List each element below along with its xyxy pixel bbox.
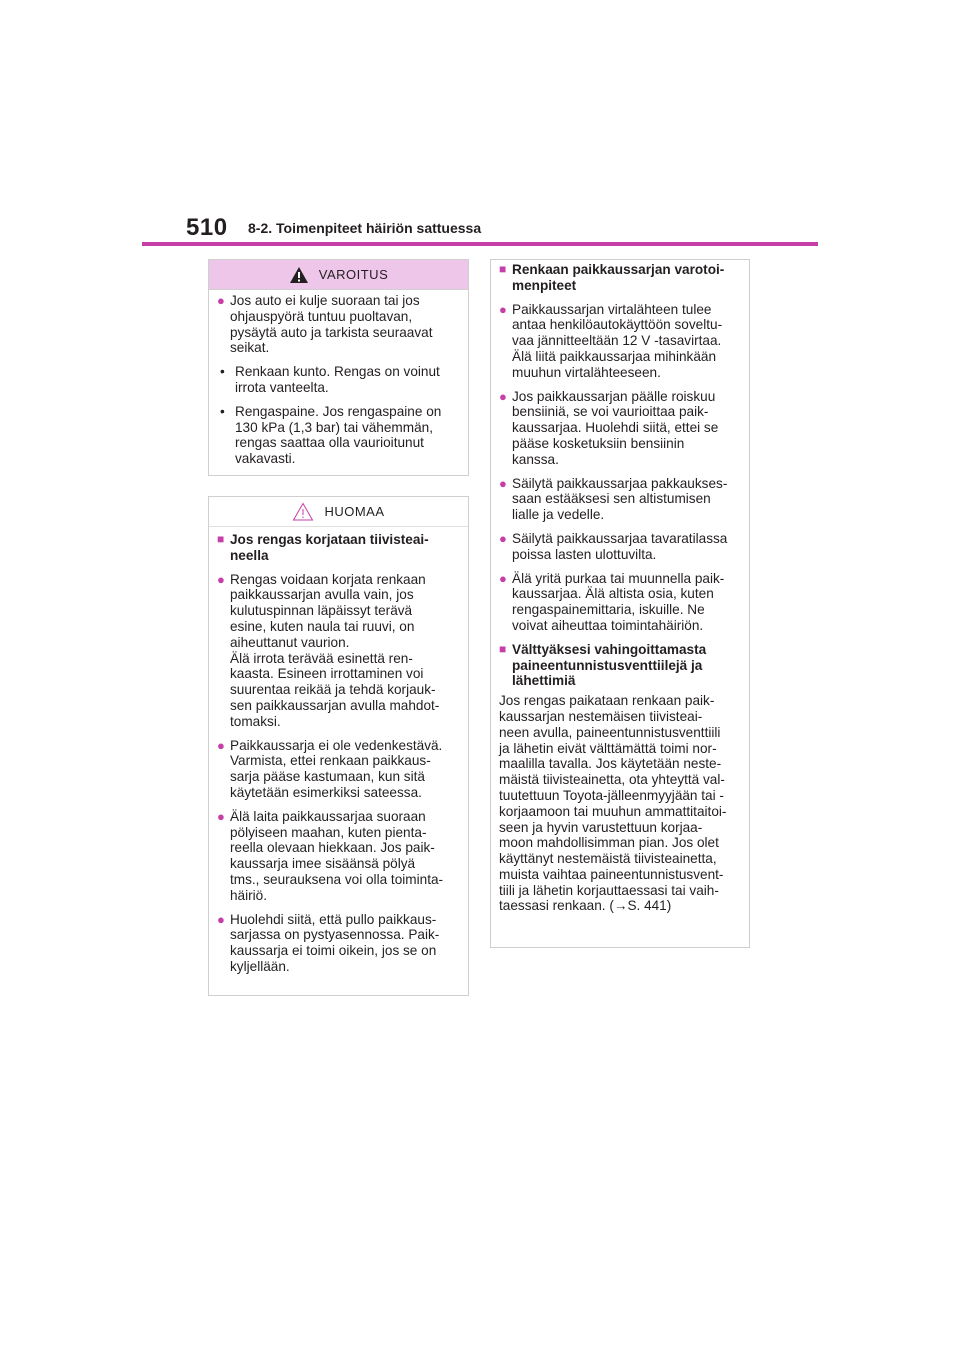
text-line: Jos paikkaussarjan päälle roiskuu	[512, 388, 716, 404]
text-line: aiheuttanut vaurion.	[230, 634, 350, 650]
text-line: vakavasti.	[235, 451, 296, 467]
dot-icon: •	[220, 403, 225, 419]
text-line: Älä yritä purkaa tai muunnella paik-	[512, 570, 725, 586]
bullet-icon: ●	[499, 388, 507, 404]
warning-box	[208, 259, 469, 476]
text-line: sarja pääse kastumaan, kun sitä	[230, 769, 425, 785]
text-line: Renkaan kunto. Rengas on voinut	[235, 364, 440, 380]
precautions-bullet	[499, 389, 743, 468]
warning-header	[209, 260, 468, 290]
text-line: kaasta. Esineen irrottaminen voi	[230, 666, 424, 682]
square-icon: ■	[499, 641, 507, 656]
text-line: vaa jännitteeltään 12 V -tasavirtaa.	[512, 333, 722, 349]
page-number: 510	[186, 214, 228, 241]
text-line: Älä liitä paikkaussarjaa mihinkään	[512, 348, 717, 364]
text-line: Säilytä paikkaussarjaa tavaratilassa	[512, 530, 728, 546]
square-icon: ■	[217, 532, 225, 546]
text-line: bensiiniä, se voi vaurioittaa paik-	[512, 404, 709, 420]
text-line: esine, kuten naula tai ruuvi, on	[230, 618, 415, 634]
precautions-heading	[499, 262, 743, 294]
warning-title: VAROITUS	[318, 266, 389, 282]
text-line: Rengas voidaan korjata renkaan	[230, 571, 426, 587]
text-line: häiriö.	[230, 887, 268, 903]
sensor-paragraph	[499, 693, 743, 914]
notice-bullet	[217, 572, 462, 730]
text-line: rengaspainemittaria, iskuille. Ne	[512, 602, 705, 618]
text-line: irrota vanteelta.	[235, 379, 329, 395]
text-line: käytetään esimerkiksi sateessa.	[230, 784, 422, 800]
text-line: maalilla tavalla. Jos käytetään neste-	[499, 756, 722, 772]
text-line: ja lähetin eivät välttämättä toimi nor-	[499, 740, 717, 756]
text-line: pysäytä auto ja tarkista seuraavat	[230, 324, 433, 340]
text-line: poissa lasten ulottuvilta.	[512, 546, 657, 562]
text-line: Jos rengas korjataan tiivisteai-	[230, 532, 429, 547]
bullet-icon: ●	[499, 475, 507, 491]
text-line: tms., seurauksena voi olla toiminta-	[230, 871, 444, 887]
bullet-icon: ●	[217, 911, 225, 927]
square-icon: ■	[499, 262, 507, 276]
bullet-icon: ●	[217, 808, 225, 824]
bullet-icon: ●	[499, 570, 507, 586]
warning-bullet	[217, 293, 462, 356]
bullet-icon: ●	[499, 530, 507, 546]
text-line: kulutuspinnan läpäissyt terävä	[230, 603, 413, 619]
notice-bullet	[217, 809, 462, 904]
text-line: kanssa.	[512, 451, 559, 467]
text-line: pääse kosketuksiin bensiinin	[512, 435, 685, 451]
bullet-icon: ●	[217, 737, 225, 753]
bullet-icon: ●	[217, 293, 225, 308]
precautions-bullet	[499, 531, 743, 563]
warning-sub-item	[218, 404, 462, 467]
section-title: 8-2. Toimenpiteet häiriön sattuessa	[248, 220, 482, 236]
text-line: kaussarjan nestemäisen tiivisteai-	[499, 708, 703, 724]
text-line: Välttyäksesi vahingoittamasta	[512, 641, 707, 657]
text-line: mäistä tiivisteainetta, ota yhteyttä val-	[499, 772, 725, 788]
text-line: Varmista, ettei renkaan paikkaus-	[230, 753, 431, 769]
text-line: paikkaussarjan avulla vain, jos	[230, 587, 414, 603]
notice-bullet	[217, 912, 462, 975]
text-line: Säilytä paikkaussarjaa pakkaukses-	[512, 475, 728, 491]
text-line: neella	[230, 547, 269, 563]
text-line: Paikkaussarja ei ole vedenkestävä.	[230, 737, 443, 753]
text-line: lähettimiä	[512, 673, 576, 689]
text-line: Rengaspaine. Jos rengaspaine on	[235, 403, 442, 419]
text-line: 130 kPa (1,3 bar) tai vähemmän,	[235, 419, 433, 435]
warning-triangle-icon	[289, 266, 309, 284]
text-line: käyttänyt nestemäistä tiivisteainetta,	[499, 851, 717, 867]
text-line: lialle ja vedelle.	[512, 507, 605, 523]
text-line: rengas saattaa olla vaurioitunut	[235, 435, 424, 451]
text-line: tiili ja lähetin korjauttaessasi tai vaih-	[499, 882, 719, 898]
notice-header	[209, 497, 468, 527]
text-line: Huolehdi siitä, että pullo paikkaus-	[230, 911, 437, 927]
text-line: pölyiseen maahan, kuten pienta-	[230, 824, 427, 840]
text-line: voivat aiheuttaa toimintahäiriön.	[512, 617, 704, 633]
notice-title: HUOMAA	[324, 503, 385, 519]
text-line: muuhun virtalähteeseen.	[512, 364, 661, 380]
text-line: kyljellään.	[230, 958, 290, 974]
notice-heading	[217, 532, 462, 564]
precautions-box	[490, 259, 750, 948]
text-line: korjaamoon tai muuhun ammattitaitoi-	[499, 803, 727, 819]
text-line: tomaksi.	[230, 713, 281, 729]
text-line: neen avulla, paineentunnistusventtiili	[499, 724, 721, 740]
text-line: suurentaa reikää ja tehdä korjauk-	[230, 682, 436, 698]
bullet-icon: ●	[499, 301, 507, 317]
text-line: ohjauspyörä tuntuu puoltavan,	[230, 308, 413, 324]
bullet-icon: ●	[217, 571, 225, 587]
text-line: tuutettuun Toyota-jälleenmyyjään tai -	[499, 787, 724, 803]
text-line: Renkaan paikkaussarjan varotoi-	[512, 262, 725, 277]
notice-box	[208, 496, 469, 996]
text-line: Älä irrota terävää esinettä ren-	[230, 650, 413, 666]
text-line: saan estääksesi sen altistumisen	[512, 491, 711, 507]
page-reference-line: taessasi renkaan. (→S. 441)	[499, 898, 672, 914]
warning-sub-item	[218, 364, 462, 396]
text-line: Jos auto ei kulje suoraan tai jos	[230, 293, 420, 308]
dot-icon: •	[220, 364, 225, 380]
sensor-heading	[499, 642, 743, 689]
precautions-bullet	[499, 571, 743, 634]
text-line: menpiteet	[512, 277, 577, 293]
header-rule	[142, 242, 818, 246]
text-line: seen ja hyvin varustettuun korjaa-	[499, 819, 703, 835]
precautions-bullet	[499, 302, 743, 381]
precautions-bullet	[499, 476, 743, 523]
text-line: antaa henkilöautokäyttöön soveltu-	[512, 317, 723, 333]
text-line: kaussarja ei toimi oikein, jos se on	[230, 943, 437, 959]
text-line: sarjassa on pystyasennossa. Paik-	[230, 927, 440, 943]
text-line: Paikkaussarjan virtalähteen tulee	[512, 301, 712, 317]
text-line: kaussarja imee sisäänsä pölyä	[230, 856, 416, 872]
text-line: Älä laita paikkaussarjaa suoraan	[230, 808, 426, 824]
text-line: kaussarjaa. Huolehdi siitä, ettei se	[512, 420, 719, 436]
text-line: Jos rengas paikataan renkaan paik-	[499, 693, 715, 709]
caution-triangle-icon	[292, 502, 314, 521]
notice-bullet	[217, 738, 462, 801]
text-line: paineentunnistusventtiilejä ja	[512, 657, 703, 673]
text-line: moon mahdollisimman pian. Jos olet	[499, 835, 719, 851]
text-line: muista vaihtaa paineentunnistusvent-	[499, 866, 724, 882]
text-line: sen paikkaussarjan avulla mahdot-	[230, 697, 440, 713]
text-line: kaussarjaa. Älä altista osia, kuten	[512, 586, 714, 602]
text-line: seikat.	[230, 340, 270, 356]
text-line: reella olevaan hiekkaan. Jos paik-	[230, 840, 435, 856]
